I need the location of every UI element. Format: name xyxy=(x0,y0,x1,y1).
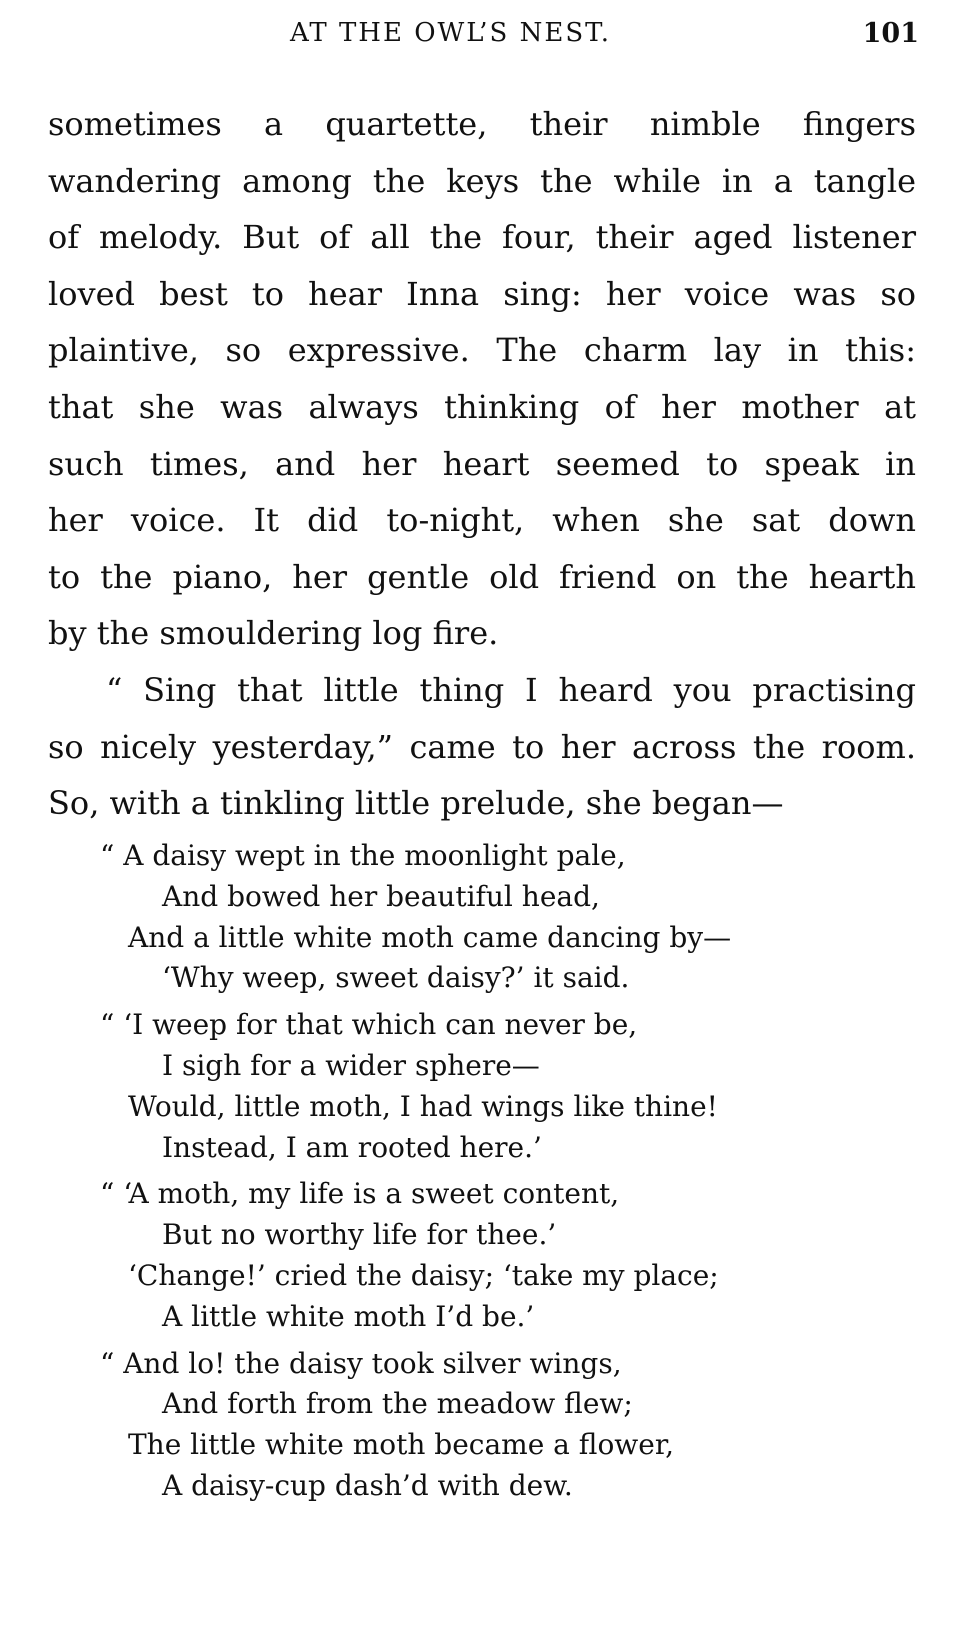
verse-line: A little white moth I’d be.’ xyxy=(162,1299,535,1333)
poem xyxy=(0,836,969,1513)
poem-stanza xyxy=(0,1344,969,1507)
prose-line: loved best to hear Inna sing: her voice was so xyxy=(48,274,916,313)
verse-line: A daisy-cup dash’d with dew. xyxy=(162,1468,573,1502)
poem-stanza xyxy=(0,1005,969,1168)
verse-line: And forth from the meadow flew; xyxy=(162,1387,633,1421)
prose-line: wandering among the keys the while in a tangle xyxy=(48,161,916,200)
prose-line: So, with a tinkling little prelude, she began— xyxy=(48,784,784,823)
page-number: 101 xyxy=(862,18,919,49)
prose-line: by the smouldering log fire. xyxy=(48,614,499,653)
verse-line: The little white moth became a flower, xyxy=(128,1428,675,1462)
prose-line: of melody. But of all the four, their aged listener xyxy=(48,218,916,257)
prose-line: so nicely yesterday,” came to her across the room. xyxy=(48,727,916,766)
verse-line: Instead, I am rooted here.’ xyxy=(162,1130,542,1164)
prose-line: “ Sing that little thing I heard you practising xyxy=(106,670,916,709)
prose-line: to the piano, her gentle old friend on the hearth xyxy=(48,557,916,596)
verse-line: ‘Why weep, sweet daisy?’ it said. xyxy=(162,961,630,995)
prose-text xyxy=(48,96,916,832)
prose-line: such times, and her heart seemed to speak in xyxy=(48,444,916,483)
verse-line: “ A daisy wept in the moonlight pale, xyxy=(100,839,626,872)
prose-line: that she was always thinking of her mother at xyxy=(48,387,916,426)
prose-line: her voice. It did to-night, when she sat down xyxy=(48,501,916,540)
poem-stanza xyxy=(0,1174,969,1337)
prose-line: plaintive, so expressive. The charm lay in this: xyxy=(48,331,916,370)
verse-line: “ ‘I weep for that which can never be, xyxy=(100,1008,638,1042)
verse-line: “ ‘A moth, my life is a sweet content, xyxy=(100,1177,620,1211)
poem-stanza xyxy=(0,836,969,999)
verse-line: And a little white moth came dancing by— xyxy=(128,920,732,954)
verse-line: I sigh for a wider sphere— xyxy=(162,1048,540,1082)
running-title: AT THE OWL’S NEST. xyxy=(290,18,611,48)
prose-line: sometimes a quartette, their nimble fingers xyxy=(48,105,916,143)
verse-line: Would, little moth, I had wings like thine! xyxy=(128,1089,718,1123)
verse-line: And bowed her beautiful head, xyxy=(162,879,600,913)
verse-line: But no worthy life for thee.’ xyxy=(162,1218,557,1252)
running-head xyxy=(0,18,969,58)
verse-line: ‘Change!’ cried the daisy; ‘take my place; xyxy=(128,1258,719,1292)
verse-line: “ And lo! the daisy took silver wings, xyxy=(100,1346,622,1380)
